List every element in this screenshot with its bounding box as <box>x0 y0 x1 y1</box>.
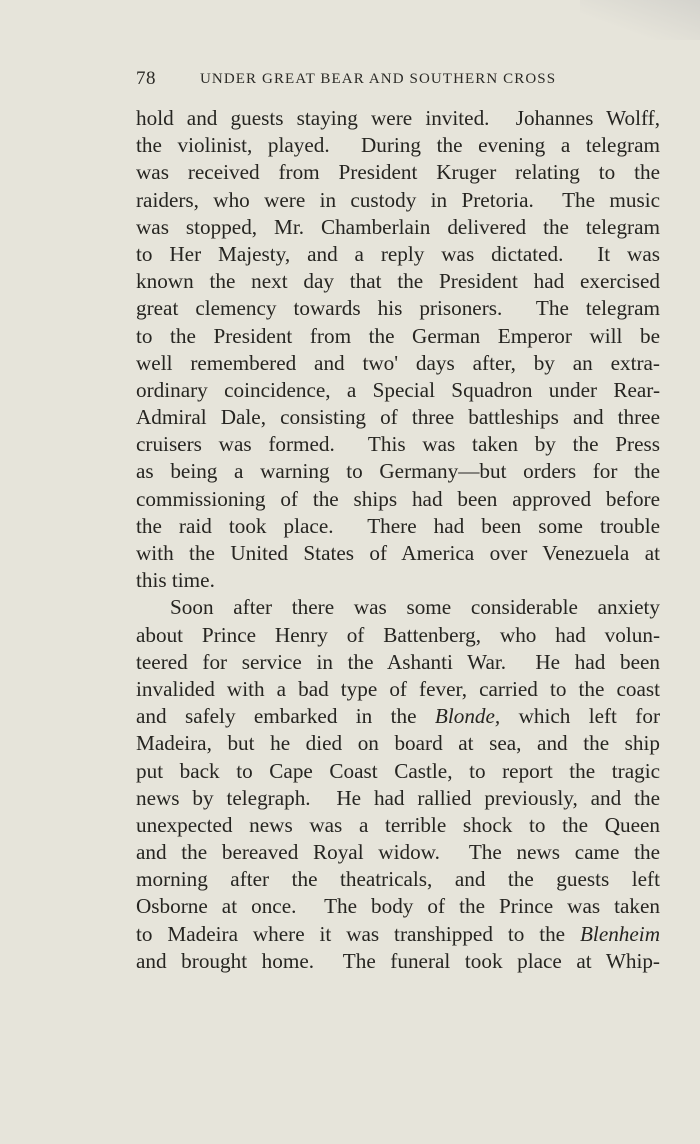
text-segment: and the bereaved Royal widow. The news came the <box>136 840 660 865</box>
text-segment: news by telegraph. He had rallied previously, and the <box>136 785 660 810</box>
text-segment: and safely embarked in the <box>136 704 435 729</box>
text-line <box>136 187 660 214</box>
text-segment: raiders, who were in custody in Pretoria. The music <box>136 187 660 212</box>
text-line <box>136 132 660 159</box>
text-line <box>136 241 660 268</box>
text-line <box>136 295 660 322</box>
text-segment: Osborne at once. The body of the Prince was taken <box>136 894 660 919</box>
text-line <box>136 622 660 649</box>
page-corner-shadow <box>580 0 700 40</box>
text-line <box>136 839 660 866</box>
text-line <box>136 486 660 513</box>
text-segment: the violinist, played. During the evening a telegram <box>136 133 660 158</box>
text-segment: this time. <box>136 568 215 593</box>
text-segment: Madeira, but he died on board at sea, and the ship <box>136 731 660 756</box>
text-line <box>136 323 660 350</box>
text-segment: to Her Majesty, and a reply was dictated. It was <box>136 241 660 266</box>
italic-ship-name: Blenheim <box>579 921 660 946</box>
text-segment: ordinary coincidence, a Special Squadron under Rear- <box>136 377 660 402</box>
text-line <box>136 921 660 948</box>
text-line <box>136 703 660 730</box>
text-line <box>136 866 660 893</box>
text-segment: to Madeira where it was transhipped to the <box>136 921 580 946</box>
text-line <box>136 214 660 241</box>
text-segment: to the President from the German Emperor will be <box>136 323 660 348</box>
running-title: UNDER GREAT BEAR AND SOUTHERN CROSS <box>200 71 557 87</box>
text-segment: Admiral Dale, consisting of three battleships and three <box>136 405 660 430</box>
text-line <box>136 893 660 920</box>
text-segment: and brought home. The funeral took place at Whip- <box>136 948 660 973</box>
text-segment: morning after the theatricals, and the guests left <box>136 867 660 892</box>
text-line <box>136 268 660 295</box>
text-line <box>136 105 660 132</box>
text-line <box>136 159 660 186</box>
text-segment: as being a warning to Germany—but orders for the <box>136 459 660 484</box>
text-line <box>136 350 660 377</box>
text-segment: unexpected news was a terrible shock to the Queen <box>136 812 660 837</box>
text-segment: which left for <box>500 704 661 729</box>
text-segment: about Prince Henry of Battenberg, who had volun- <box>136 622 660 647</box>
text-segment: the raid took place. There had been some trouble <box>136 513 660 538</box>
text-segment: known the next day that the President had exercised <box>136 269 660 294</box>
text-line <box>136 567 660 594</box>
text-line <box>136 540 660 567</box>
running-header <box>136 68 660 98</box>
text-segment: commissioning of the ships had been approved before <box>136 486 660 511</box>
text-segment: Soon after there was some considerable anxiety <box>170 595 660 620</box>
text-segment: cruisers was formed. This was taken by the Press <box>136 432 660 457</box>
text-line <box>136 431 660 458</box>
text-line <box>136 676 660 703</box>
text-line <box>136 812 660 839</box>
text-segment: put back to Cape Coast Castle, to report the tragic <box>136 758 660 783</box>
text-line <box>136 948 660 975</box>
text-segment: teered for service in the Ashanti War. He had been <box>136 649 660 674</box>
text-segment: was stopped, Mr. Chamberlain delivered the telegram <box>136 214 660 239</box>
text-segment: hold and guests staying were invited. Johannes Wolff, <box>136 106 660 130</box>
text-segment: was received from President Kruger relating to the <box>136 160 660 185</box>
italic-ship-name: Blonde, <box>434 704 501 729</box>
text-segment: invalided with a bad type of fever, carried to the coast <box>136 676 660 701</box>
text-segment: with the United States of America over Venezuela at <box>136 541 660 565</box>
text-line <box>136 404 660 431</box>
page-number: 78 <box>136 68 156 89</box>
text-line <box>136 377 660 404</box>
text-line <box>136 649 660 676</box>
text-line <box>136 458 660 485</box>
text-segment: well remembered and two' days after, by an extra- <box>136 350 660 375</box>
text-line <box>136 594 660 621</box>
text-line <box>136 758 660 785</box>
text-line <box>136 730 660 757</box>
text-line <box>136 513 660 540</box>
body-text <box>136 105 660 975</box>
text-segment: great clemency towards his prisoners. The telegram <box>136 296 660 321</box>
text-line <box>136 785 660 812</box>
